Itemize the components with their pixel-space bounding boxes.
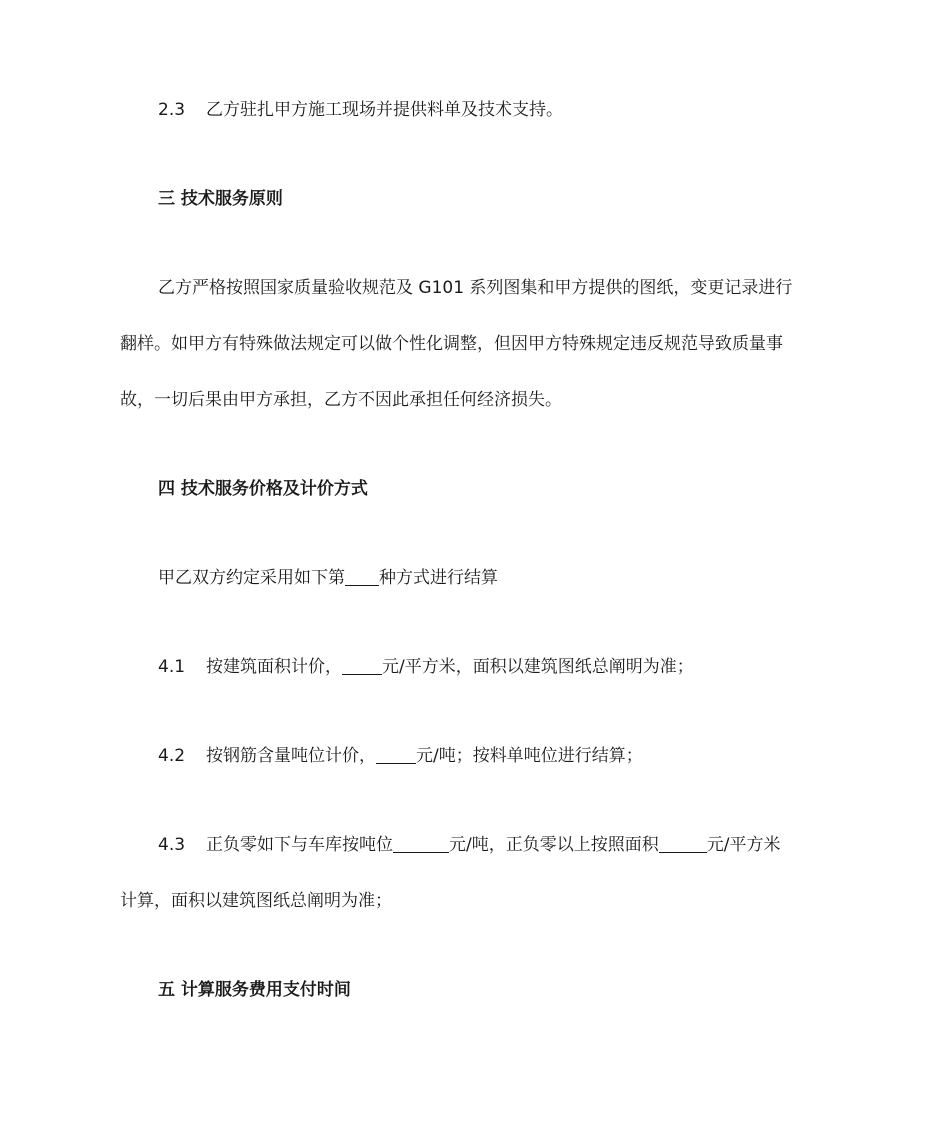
clause-number: 2.3 <box>158 100 186 120</box>
blank-field <box>345 567 379 586</box>
section-3-heading: 三 技术服务原则 <box>158 189 283 209</box>
section-4-intro <box>158 566 498 590</box>
clause-number: 4.1 <box>158 657 186 677</box>
blank-field <box>376 745 416 764</box>
clause-text-pre: 正负零如下与车库按吨位 <box>206 835 393 855</box>
clause-text-pre: 按建筑面积计价， <box>206 657 342 677</box>
clause-4-2 <box>158 744 643 768</box>
section-3-paragraph-line-3: 故，一切后果由甲方承担，乙方不因此承担任何经济损失。 <box>120 390 562 410</box>
section-5-heading: 五 计算服务费用支付时间 <box>158 980 351 1000</box>
clause-4-3 <box>158 833 780 857</box>
intro-text-pre: 甲乙双方约定采用如下第 <box>158 568 345 588</box>
blank-field <box>393 834 449 853</box>
clause-text-post: 元/吨；按料单吨位进行结算； <box>416 746 643 766</box>
clause-2-3 <box>158 98 563 122</box>
blank-field <box>659 834 707 853</box>
clause-4-1 <box>158 655 694 679</box>
clause-number: 4.2 <box>158 746 186 766</box>
clause-text-post: 元/平方米，面积以建筑图纸总阐明为准； <box>382 657 694 677</box>
section-4-heading: 四 技术服务价格及计价方式 <box>158 479 368 499</box>
clause-4-3-line-2: 计算，面积以建筑图纸总阐明为准； <box>120 891 392 911</box>
section-3-paragraph-line-2: 翻样。如甲方有特殊做法规定可以做个性化调整，但因甲方特殊规定违反规范导致质量事 <box>120 334 783 354</box>
clause-number: 4.3 <box>158 835 186 855</box>
clause-text-pre: 按钢筋含量吨位计价， <box>206 746 376 766</box>
section-3-paragraph-line-1: 乙方严格按照国家质量验收规范及 G101 系列图集和甲方提供的图纸，变更记录进行 <box>158 278 793 298</box>
clause-text-post: 元/平方米 <box>706 835 781 855</box>
intro-text-post: 种方式进行结算 <box>379 568 498 588</box>
blank-field <box>342 656 382 675</box>
clause-text: 乙方驻扎甲方施工现场并提供料单及技术支持。 <box>206 100 563 120</box>
clause-text-mid: 元/吨，正负零以上按照面积 <box>449 835 659 855</box>
